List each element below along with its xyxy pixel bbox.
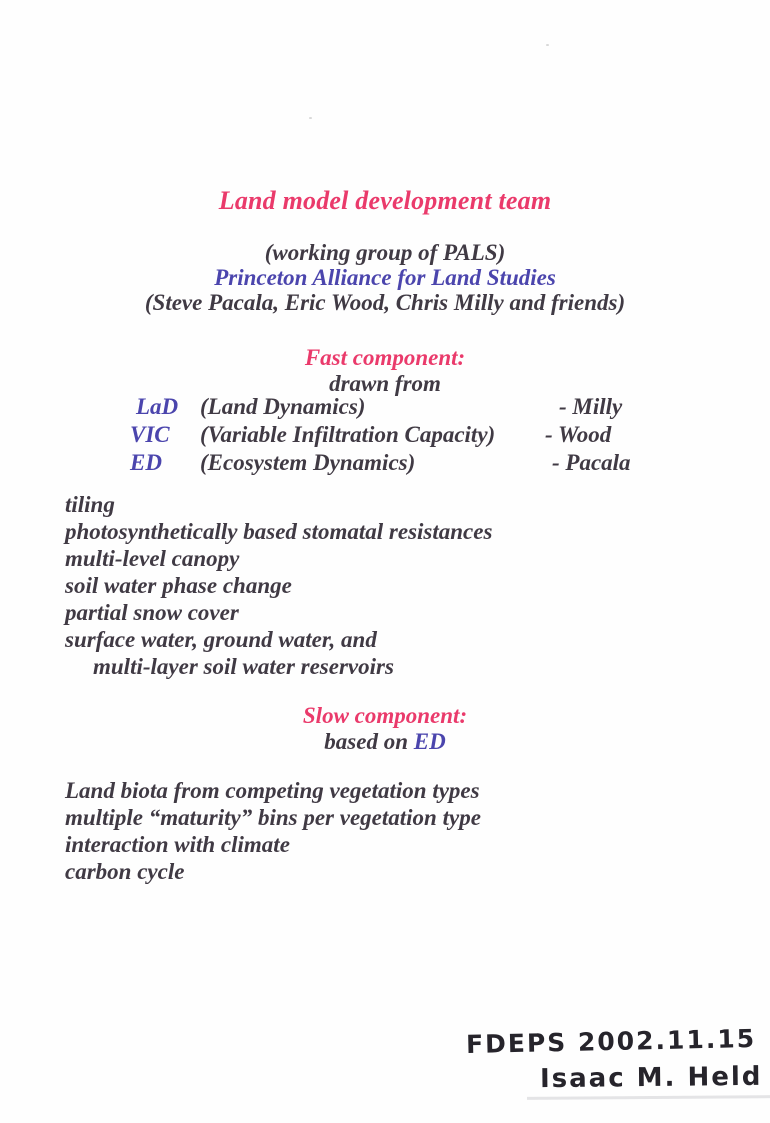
feature-item: photosynthetically based stomatal resistances [65, 519, 493, 544]
slow-subheading-model: ED [413, 729, 446, 754]
feature-item: surface water, ground water, and [65, 627, 377, 652]
slow-subheading-prefix: based on [324, 729, 414, 754]
feature-item: multiple “maturity” bins per vegetation type [65, 805, 481, 830]
model-description: (Variable Infiltration Capacity) [200, 422, 496, 447]
feature-item: tiling [65, 492, 115, 517]
feature-item: soil water phase change [65, 573, 292, 598]
model-row [0, 422, 770, 450]
feature-item: interaction with climate [65, 832, 290, 857]
slow-feature-list [65, 777, 481, 885]
model-credit: - Milly [559, 394, 623, 419]
fast-feature-list [65, 491, 492, 680]
members-line: (Steve Pacala, Eric Wood, Chris Milly and friends) [144, 290, 626, 315]
fast-component-subheading: drawn from [329, 371, 441, 396]
feature-item: partial snow cover [65, 600, 239, 625]
handwritten-event-date: FDEPS 2002.11.15 [465, 1023, 757, 1060]
model-acronym: LaD [136, 394, 179, 419]
scan-shadow-line [527, 1095, 770, 1100]
slow-component-heading: Slow component: [302, 703, 468, 728]
model-credit: - Pacala [552, 450, 631, 475]
model-row [0, 450, 770, 478]
feature-item: carbon cycle [65, 859, 185, 884]
scan-speck [309, 117, 312, 119]
feature-item-continuation: multi-layer soil water reservoirs [93, 654, 394, 679]
alliance-name: Princeton Alliance for Land Studies [214, 265, 556, 290]
model-source-list [0, 394, 770, 478]
model-acronym: VIC [130, 422, 170, 447]
slow-component-subheading [0, 729, 770, 755]
feature-item: multi-level canopy [65, 546, 240, 571]
fast-component-heading: Fast component: [304, 345, 466, 370]
working-group-line: (working group of PALS) [264, 240, 506, 265]
page-title: Land model development team [218, 186, 552, 215]
feature-item: Land biota from competing vegetation types [65, 778, 480, 803]
subtitle-block [0, 240, 770, 315]
model-row [0, 394, 770, 422]
model-description: (Ecosystem Dynamics) [200, 450, 416, 475]
model-acronym: ED [130, 450, 162, 475]
model-description: (Land Dynamics) [200, 394, 366, 419]
handwritten-author-signature: Isaac M. Held [539, 1061, 763, 1095]
model-credit: - Wood [545, 422, 612, 447]
scan-speck [546, 44, 549, 46]
